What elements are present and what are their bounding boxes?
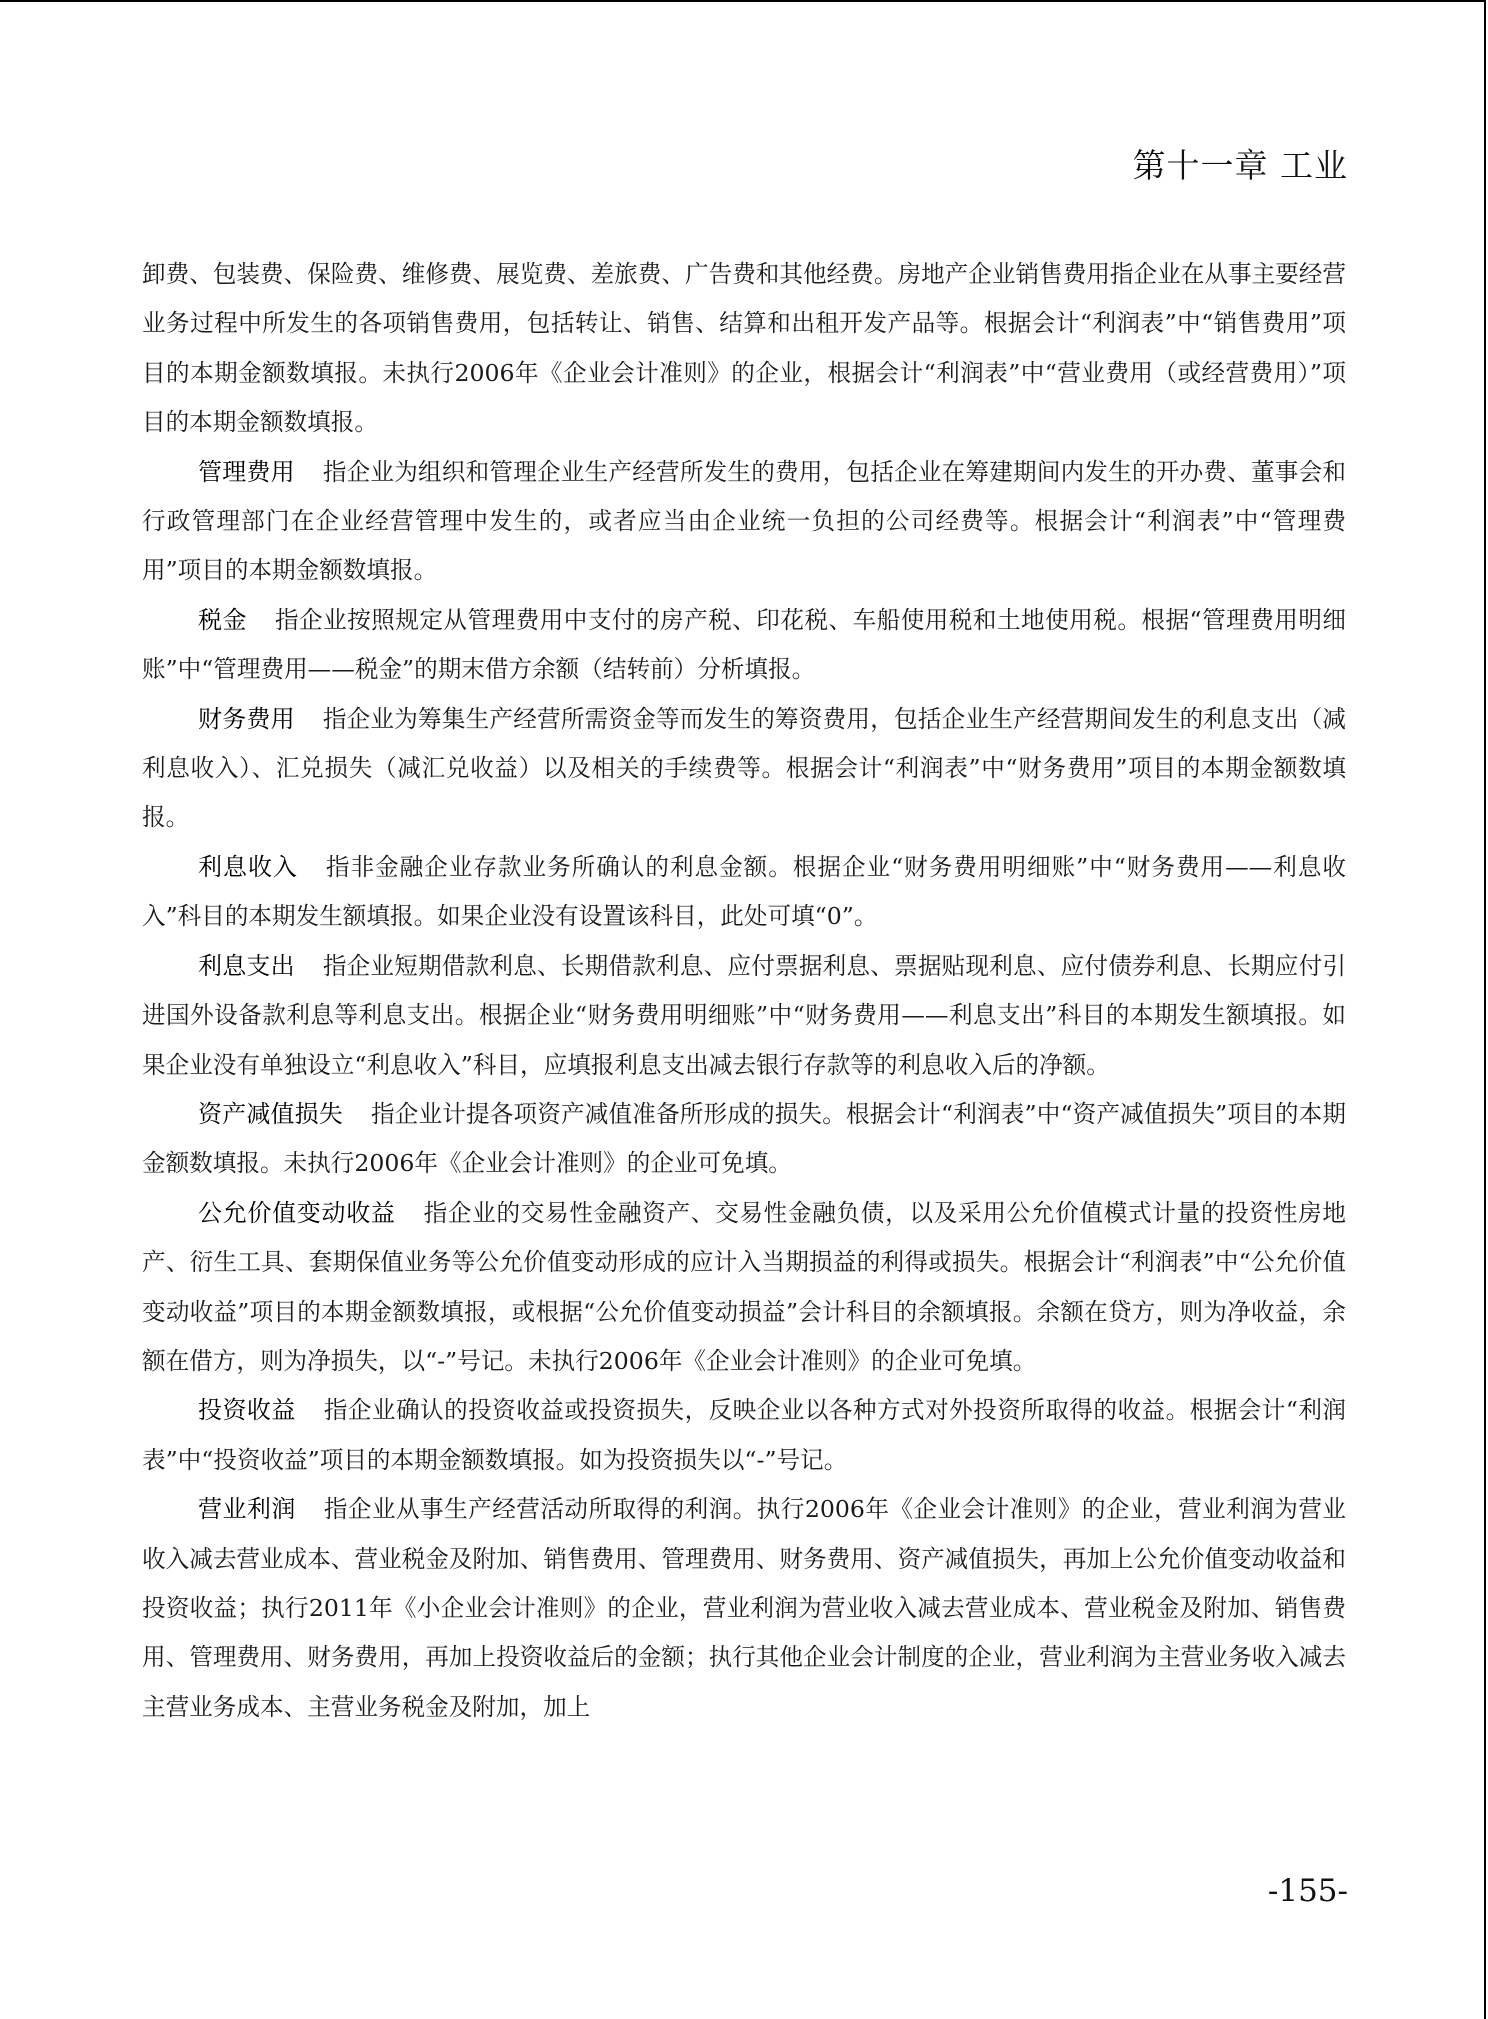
term-heading: 营业利润 [198,1495,296,1524]
paragraph-text: 指企业从事生产经营活动所取得的利润。执行2006年《企业会计准则》的企业，营业利润为营业收入减去营业成本、营业税金及附加、销售费用、管理费用、财务费用、资产减值损失，再加上公允价值变动收益和投资收益；执行2011年《小企业会计准则》的企业，营业利润为营业收入减去营业成本、营业税金及附加、销售费用、管理费用、财务费用，再加上投资收益后的金额；执行其他企业会计制度的企业，营业利润为主营业务收入减去主营业务成本、主营业务税金及附加，加上 [142,1495,1347,1721]
paragraph-interest-income [142,843,1346,942]
term-heading: 财务费用 [198,704,295,733]
paragraph-continuation [142,250,1346,448]
term-heading: 利息支出 [198,951,295,980]
paragraph-text: 指非金融企业存款业务所确认的利息金额。根据企业“财务费用明细账”中“财务费用——利息收入”科目的本期发生额填报。如果企业没有设置该科目，此处可填“0”。 [142,852,1346,931]
paragraph-asset-impairment [142,1090,1346,1189]
term-heading: 公允价值变动收益 [198,1198,396,1227]
paragraph-operating-profit [142,1485,1346,1732]
term-heading: 投资收益 [198,1396,296,1425]
paragraph-text: 指企业按照规定从管理费用中支付的房产税、印花税、车船使用税和土地使用税。根据“管理费用明细账”中“管理费用——税金”的期末借方余额（结转前）分析填报。 [142,605,1346,684]
paragraph-text: 卸费、包装费、保险费、维修费、展览费、差旅费、广告费和其他经费。房地产企业销售费用指企业在从事主要经营业务过程中所发生的各项销售费用，包括转让、销售、结算和出租开发产品等。根据会计“利润表”中“销售费用”项目的本期金额数填报。未执行2006年《企业会计准则》的企业，根据会计“利润表”中“营业费用（或经营费用）”项目的本期金额数填报。 [142,260,1346,437]
term-heading: 利息收入 [198,852,298,881]
paragraph-text: 指企业为筹集生产经营所需资金等而发生的筹资费用，包括企业生产经营期间发生的利息支出（减利息收入）、汇兑损失（减汇兑收益）以及相关的手续费等。根据会计“利润表”中“财务费用”项目的本期金额数填报。 [142,704,1347,832]
page-number: -155- [1267,1873,1348,1909]
paragraph-interest-expense [142,942,1346,1090]
paragraph-text: 指企业为组织和管理企业生产经营所发生的费用，包括企业在筹建期间内发生的开办费、董事会和行政管理部门在企业经营管理中发生的，或者应当由企业统一负担的公司经费等。根据会计“利润表”中“管理费用”项目的本期金额数填报。 [142,457,1347,585]
paragraph-financial-expenses [142,695,1346,843]
paragraph-text: 指企业计提各项资产减值准备所形成的损失。根据会计“利润表”中“资产减值损失”项目的本期金额数填报。未执行2006年《企业会计准则》的企业可免填。 [142,1099,1346,1178]
paragraph-text: 指企业确认的投资收益或投资损失，反映企业以各种方式对外投资所取得的收益。根据会计“利润表”中“投资收益”项目的本期金额数填报。如为投资损失以“-”号记。 [142,1396,1346,1474]
term-heading: 税金 [198,605,247,634]
chapter-title: 第十一章 工业 [1132,146,1348,185]
paragraph-taxes [142,596,1346,695]
term-heading: 资产减值损失 [198,1099,343,1128]
term-heading: 管理费用 [198,457,295,486]
paragraph-text: 指企业短期借款利息、长期借款利息、应付票据利息、票据贴现利息、应付债券利息、长期应付引进国外设备款利息等利息支出。根据企业“财务费用明细账”中“财务费用——利息支出”科目的本期发生额填报。如果企业没有单独设立“利息收入”科目，应填报利息支出减去银行存款等的利息收入后的净额。 [142,951,1347,1079]
body-text [142,250,1346,1732]
paragraph-management-expenses [142,448,1346,596]
paragraph-fair-value-gains [142,1189,1346,1387]
paragraph-investment-income [142,1386,1346,1485]
paragraph-text: 指企业的交易性金融资产、交易性金融负债，以及采用公允价值模式计量的投资性房地产、衍生工具、套期保值业务等公允价值变动形成的应计入当期损益的利得或损失。根据会计“利润表”中“公允价值变动收益”项目的本期金额数填报，或根据“公允价值变动损益”会计科目的余额填报。余额在贷方，则为净收益，余额在借方，则为净损失，以“-”号记。未执行2006年《企业会计准则》的企业可免填。 [142,1198,1347,1375]
